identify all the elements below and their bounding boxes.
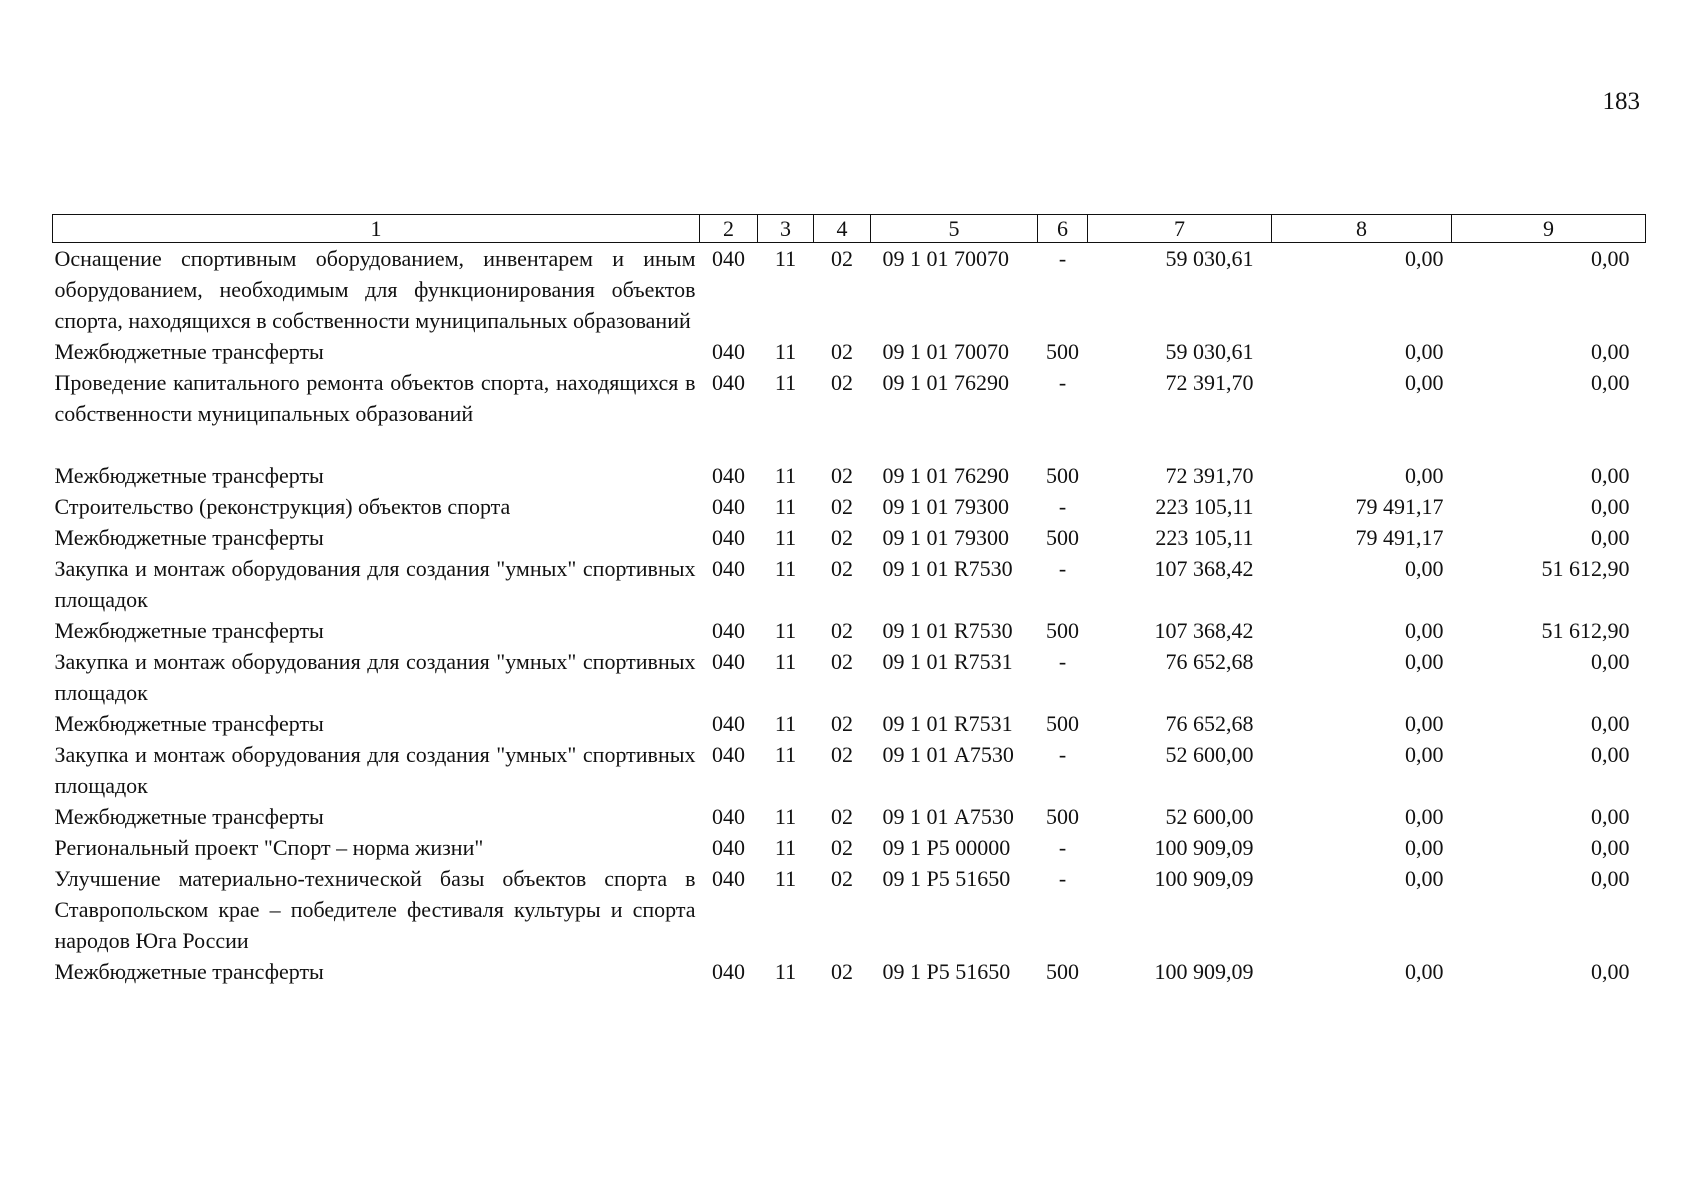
- column-header-1: 1: [53, 215, 700, 243]
- row-col-5: 09 1 01 R7531: [882, 711, 1013, 736]
- row-col-7: 72 391,70: [1165, 463, 1254, 488]
- table-row: [53, 615, 1646, 646]
- row-col-7: 76 652,68: [1165, 649, 1254, 674]
- row-col-7: 100 909,09: [1154, 835, 1254, 860]
- row-col-3: 11: [774, 835, 797, 860]
- row-col-6: 500: [1046, 339, 1079, 364]
- column-header-7: 7: [1088, 215, 1272, 243]
- row-col-9: 51 612,90: [1541, 618, 1630, 643]
- row-col-2: 040: [712, 494, 745, 519]
- row-col-2: 040: [712, 246, 745, 271]
- row-name: Межбюджетные трансферты: [54, 711, 324, 736]
- row-col-6: -: [1058, 556, 1067, 581]
- row-col-2: 040: [712, 339, 745, 364]
- row-col-3: 11: [774, 246, 797, 271]
- row-col-6: -: [1058, 835, 1067, 860]
- row-col-7: 72 391,70: [1165, 370, 1254, 395]
- table-row: [53, 367, 1646, 429]
- row-col-8: 0,00: [1405, 835, 1444, 860]
- row-col-6: 500: [1046, 711, 1079, 736]
- spacer-row: [53, 429, 1646, 460]
- row-col-3: 11: [774, 370, 797, 395]
- row-col-8: 0,00: [1405, 556, 1444, 581]
- row-col-7: 100 909,09: [1154, 959, 1254, 984]
- row-name: Региональный проект "Спорт – норма жизни": [54, 835, 484, 860]
- row-col-8: 0,00: [1405, 711, 1444, 736]
- row-name: Закупка и монтаж оборудования для создания "умных" спортивных площадок: [54, 649, 696, 705]
- table-row: [53, 243, 1646, 337]
- row-col-2: 040: [712, 742, 745, 767]
- row-col-3: 11: [774, 742, 797, 767]
- row-col-2: 040: [712, 525, 745, 550]
- row-col-3: 11: [774, 463, 797, 488]
- row-col-9: 0,00: [1591, 463, 1630, 488]
- row-col-3: 11: [774, 618, 797, 643]
- row-col-5: 09 1 01 70070: [882, 246, 1009, 271]
- row-name: Проведение капитального ремонта объектов спорта, находящихся в собственности муниципальных образований: [54, 370, 696, 426]
- row-col-4: 02: [831, 556, 853, 581]
- row-col-5: 09 1 01 А7530: [882, 742, 1014, 767]
- table-row: [53, 801, 1646, 832]
- row-col-7: 100 909,09: [1154, 866, 1254, 891]
- row-col-5: 09 1 01 R7530: [882, 556, 1013, 581]
- table-row: [53, 863, 1646, 956]
- row-col-5: 09 1 P5 00000: [882, 835, 1011, 860]
- row-col-4: 02: [831, 525, 853, 550]
- row-col-2: 040: [712, 804, 745, 829]
- row-col-6: -: [1058, 370, 1067, 395]
- row-col-8: 0,00: [1405, 742, 1444, 767]
- table-body: [53, 243, 1646, 988]
- row-col-2: 040: [712, 711, 745, 736]
- row-col-7: 59 030,61: [1165, 246, 1254, 271]
- row-col-9: 0,00: [1591, 804, 1630, 829]
- table-row: [53, 956, 1646, 987]
- spacer-cell: [53, 429, 1646, 460]
- row-col-3: 11: [774, 804, 797, 829]
- table-row: [53, 739, 1646, 801]
- row-name: Межбюджетные трансферты: [54, 339, 324, 364]
- table-row: [53, 832, 1646, 863]
- table-row: [53, 460, 1646, 491]
- row-name: Закупка и монтаж оборудования для создания "умных" спортивных площадок: [54, 742, 696, 798]
- table-row: [53, 336, 1646, 367]
- row-col-8: 79 491,17: [1355, 494, 1444, 519]
- row-col-5: 09 1 01 79300: [882, 525, 1009, 550]
- table-row: [53, 491, 1646, 522]
- row-col-5: 09 1 01 76290: [882, 463, 1009, 488]
- page-number: 183: [1602, 88, 1640, 115]
- row-col-4: 02: [831, 339, 853, 364]
- row-col-6: 500: [1046, 959, 1079, 984]
- row-col-3: 11: [774, 649, 797, 674]
- row-col-3: 11: [774, 711, 797, 736]
- row-name: Закупка и монтаж оборудования для создания "умных" спортивных площадок: [54, 556, 696, 612]
- row-col-5: 09 1 01 76290: [882, 370, 1009, 395]
- row-col-5: 09 1 01 79300: [882, 494, 1009, 519]
- row-name: Оснащение спортивным оборудованием, инвентарем и иным оборудованием, необходимым для функционирования объектов спорта, находящихся в собственности муниципальных образований: [54, 246, 696, 333]
- row-name: Межбюджетные трансферты: [54, 959, 324, 984]
- row-col-9: 0,00: [1591, 835, 1630, 860]
- row-col-4: 02: [831, 835, 853, 860]
- row-col-4: 02: [831, 649, 853, 674]
- table-row: [53, 646, 1646, 708]
- row-col-9: 51 612,90: [1541, 556, 1630, 581]
- header-row: [53, 215, 1646, 243]
- row-col-7: 223 105,11: [1155, 494, 1254, 519]
- row-col-9: 0,00: [1591, 339, 1630, 364]
- row-col-8: 0,00: [1405, 463, 1444, 488]
- row-col-9: 0,00: [1591, 711, 1630, 736]
- row-col-5: 09 1 01 А7530: [882, 804, 1014, 829]
- row-col-4: 02: [831, 246, 853, 271]
- row-col-3: 11: [774, 525, 797, 550]
- row-col-8: 0,00: [1405, 866, 1444, 891]
- row-col-9: 0,00: [1591, 959, 1630, 984]
- row-col-6: 500: [1046, 804, 1079, 829]
- row-col-8: 79 491,17: [1355, 525, 1444, 550]
- row-col-9: 0,00: [1591, 246, 1630, 271]
- row-col-8: 0,00: [1405, 649, 1444, 674]
- row-col-5: 09 1 P5 51650: [882, 866, 1011, 891]
- row-name: Межбюджетные трансферты: [54, 525, 324, 550]
- row-col-2: 040: [712, 370, 745, 395]
- row-col-7: 52 600,00: [1165, 804, 1254, 829]
- row-col-9: 0,00: [1591, 525, 1630, 550]
- row-col-7: 107 368,42: [1154, 618, 1254, 643]
- row-col-7: 59 030,61: [1165, 339, 1254, 364]
- column-header-3: 3: [758, 215, 814, 243]
- row-col-2: 040: [712, 866, 745, 891]
- budget-table: [52, 214, 1646, 987]
- row-col-7: 223 105,11: [1155, 525, 1254, 550]
- column-header-2: 2: [700, 215, 758, 243]
- row-col-8: 0,00: [1405, 339, 1444, 364]
- row-col-3: 11: [774, 339, 797, 364]
- row-col-6: -: [1058, 494, 1067, 519]
- row-col-4: 02: [831, 959, 853, 984]
- table-row: [53, 522, 1646, 553]
- row-col-3: 11: [774, 866, 797, 891]
- column-header-9: 9: [1452, 215, 1646, 243]
- column-header-6: 6: [1038, 215, 1088, 243]
- row-col-4: 02: [831, 711, 853, 736]
- row-col-2: 040: [712, 463, 745, 488]
- row-col-8: 0,00: [1405, 246, 1444, 271]
- row-col-6: -: [1058, 649, 1067, 674]
- row-col-2: 040: [712, 556, 745, 581]
- row-col-6: -: [1058, 742, 1067, 767]
- row-col-8: 0,00: [1405, 959, 1444, 984]
- row-name: Межбюджетные трансферты: [54, 463, 324, 488]
- row-col-8: 0,00: [1405, 370, 1444, 395]
- row-col-4: 02: [831, 463, 853, 488]
- row-col-6: -: [1058, 246, 1067, 271]
- row-name: Улучшение материально-технической базы объектов спорта в Ставропольском крае – победителе фестиваля культуры и спорта народов Юга России: [54, 866, 696, 953]
- row-col-4: 02: [831, 618, 853, 643]
- row-col-8: 0,00: [1405, 618, 1444, 643]
- row-col-6: 500: [1046, 525, 1079, 550]
- row-col-6: 500: [1046, 463, 1079, 488]
- row-col-9: 0,00: [1591, 649, 1630, 674]
- row-col-7: 107 368,42: [1154, 556, 1254, 581]
- row-col-4: 02: [831, 866, 853, 891]
- row-col-7: 52 600,00: [1165, 742, 1254, 767]
- row-col-4: 02: [831, 742, 853, 767]
- column-header-8: 8: [1272, 215, 1452, 243]
- row-col-2: 040: [712, 835, 745, 860]
- row-col-3: 11: [774, 556, 797, 581]
- row-col-2: 040: [712, 618, 745, 643]
- table-row: [53, 708, 1646, 739]
- row-col-3: 11: [774, 494, 797, 519]
- column-header-5: 5: [871, 215, 1038, 243]
- row-col-5: 09 1 01 70070: [882, 339, 1009, 364]
- row-col-9: 0,00: [1591, 866, 1630, 891]
- row-col-4: 02: [831, 370, 853, 395]
- row-name: Межбюджетные трансферты: [54, 804, 324, 829]
- row-col-9: 0,00: [1591, 742, 1630, 767]
- row-name: Строительство (реконструкция) объектов спорта: [54, 494, 511, 519]
- row-col-5: 09 1 01 R7531: [882, 649, 1013, 674]
- row-col-2: 040: [712, 649, 745, 674]
- row-col-4: 02: [831, 804, 853, 829]
- row-col-5: 09 1 P5 51650: [882, 959, 1011, 984]
- row-col-9: 0,00: [1591, 494, 1630, 519]
- column-header-4: 4: [814, 215, 871, 243]
- row-col-8: 0,00: [1405, 804, 1444, 829]
- row-col-6: 500: [1046, 618, 1079, 643]
- row-col-4: 02: [831, 494, 853, 519]
- row-col-2: 040: [712, 959, 745, 984]
- row-col-9: 0,00: [1591, 370, 1630, 395]
- row-col-3: 11: [774, 959, 797, 984]
- table-row: [53, 553, 1646, 615]
- table-header: [53, 215, 1646, 243]
- row-col-6: -: [1058, 866, 1067, 891]
- row-col-7: 76 652,68: [1165, 711, 1254, 736]
- row-col-5: 09 1 01 R7530: [882, 618, 1013, 643]
- row-name: Межбюджетные трансферты: [54, 618, 324, 643]
